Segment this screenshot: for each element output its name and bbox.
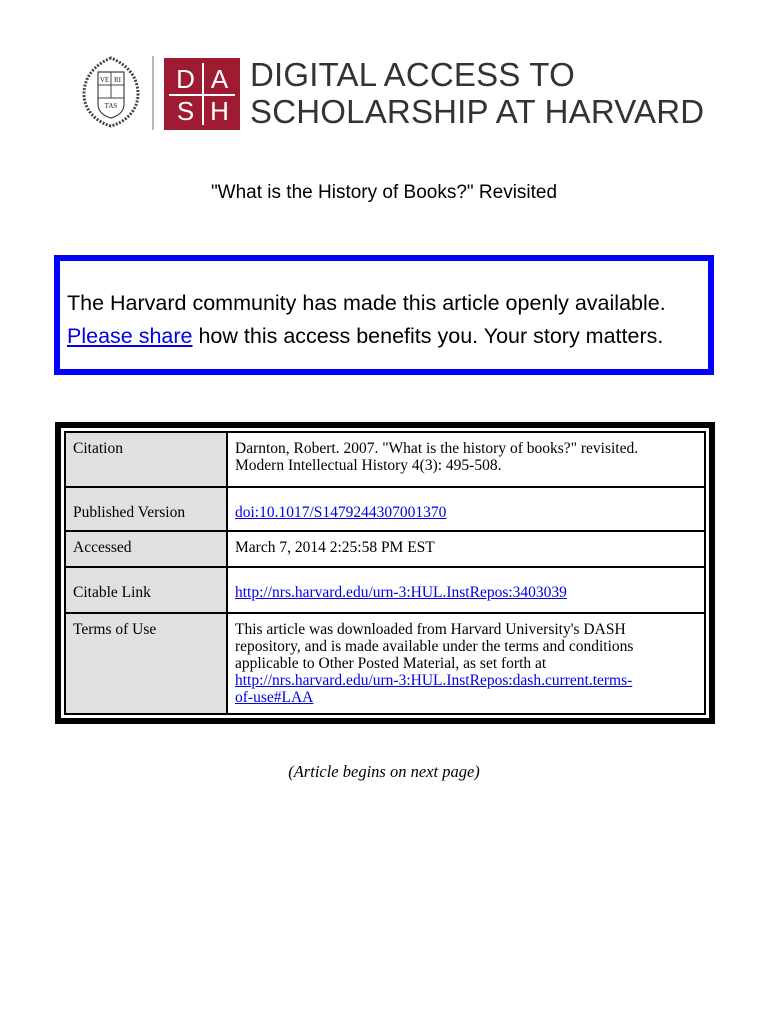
terms-line-2: repository, and is made available under the terms and conditions bbox=[235, 638, 634, 655]
seal-text-2: RI bbox=[114, 76, 121, 84]
seal-text-1: VE bbox=[99, 76, 110, 84]
document-title: "What is the History of Books?" Revisited bbox=[210, 182, 558, 203]
table-row bbox=[65, 531, 705, 567]
metadata-table bbox=[64, 431, 706, 715]
citation-label: Citation bbox=[65, 432, 227, 487]
dash-logo bbox=[164, 58, 240, 130]
terms-of-use-label: Terms of Use bbox=[65, 613, 227, 714]
dash-letter-s: S bbox=[169, 94, 202, 125]
open-access-notice bbox=[54, 255, 714, 375]
published-version-label: Published Version bbox=[65, 487, 227, 531]
notice-line-1: The Harvard community has made this article openly available. bbox=[67, 291, 666, 315]
dash-letter-h: H bbox=[202, 94, 235, 125]
terms-line-3: applicable to Other Posted Material, as set forth at bbox=[235, 655, 547, 672]
citation-line-1: Darnton, Robert. 2007. "What is the history of books?" revisited. bbox=[235, 440, 639, 457]
table-row bbox=[65, 613, 705, 714]
table-row bbox=[65, 487, 705, 531]
citable-link[interactable]: http://nrs.harvard.edu/urn-3:HUL.InstRepos:3403039 bbox=[235, 584, 567, 601]
dash-letter-d: D bbox=[176, 63, 195, 94]
please-share-link[interactable]: Please share bbox=[67, 324, 193, 348]
harvard-seal-logo bbox=[78, 54, 144, 130]
brand-line-1: DIGITAL ACCESS TO bbox=[250, 56, 575, 93]
dash-letter-a: A bbox=[202, 63, 235, 94]
header-divider bbox=[152, 56, 154, 130]
notice-line-2 bbox=[67, 324, 663, 349]
doi-link[interactable]: doi:10.1017/S1479244307001370 bbox=[235, 504, 447, 521]
terms-line-1: This article was downloaded from Harvard University's DASH bbox=[235, 621, 626, 638]
brand-line-2: SCHOLARSHIP AT HARVARD bbox=[250, 93, 705, 130]
seal-text-3: TAS bbox=[104, 102, 118, 110]
header bbox=[78, 52, 705, 134]
accessed-label: Accessed bbox=[65, 531, 227, 567]
article-begins-note: (Article begins on next page) bbox=[288, 762, 480, 781]
accessed-value: March 7, 2014 2:25:58 PM EST bbox=[227, 531, 705, 567]
citable-link-label: Citable Link bbox=[65, 567, 227, 613]
terms-link-1[interactable]: http://nrs.harvard.edu/urn-3:HUL.InstRepos:dash.current.terms- bbox=[235, 672, 633, 689]
terms-link-2[interactable]: of-use#LAA bbox=[235, 689, 314, 706]
terms-of-use-value bbox=[227, 613, 705, 714]
table-row bbox=[65, 567, 705, 613]
notice-line-2-text: how this access benefits you. Your story matters. bbox=[192, 324, 664, 348]
metadata-table-frame bbox=[55, 422, 715, 724]
citation-value bbox=[227, 432, 705, 487]
table-row bbox=[65, 432, 705, 487]
citation-line-2: Modern Intellectual History 4(3): 495-508. bbox=[235, 457, 502, 474]
brand-name bbox=[250, 56, 704, 130]
